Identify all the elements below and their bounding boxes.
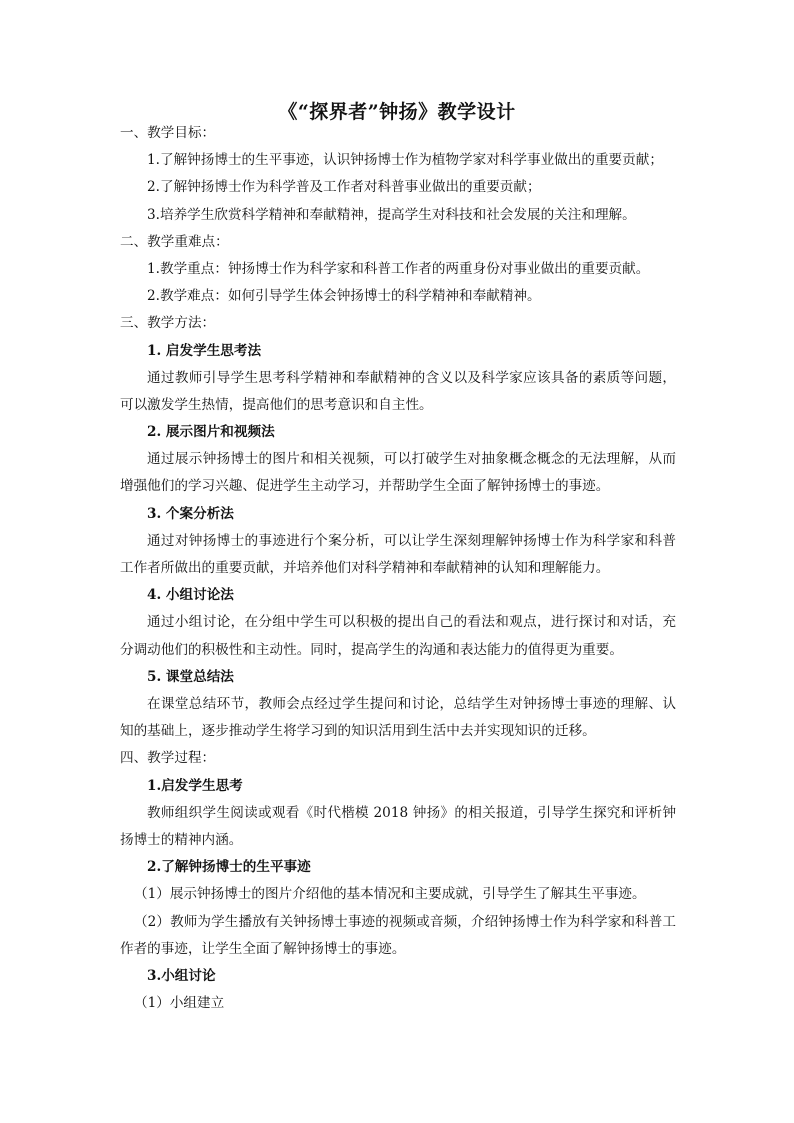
method-title: 5. 课堂总结法 <box>147 668 234 685</box>
method-title: 4. 小组讨论法 <box>147 587 234 604</box>
key-point-item: 2.教学难点：如何引导学生体会钟扬博士的科学精神和奉献精神。 <box>147 288 541 305</box>
document-title: 《“探界者”钟扬》教学设计 <box>278 101 516 123</box>
method-title: 3. 个案分析法 <box>147 505 234 522</box>
process-step-title: 2.了解钟扬博士的生平事迹 <box>147 859 311 876</box>
section-heading-objectives: 一、教学目标： <box>120 125 216 141</box>
section-heading-process: 四、教学过程： <box>120 750 216 767</box>
objective-item: 1.了解钟扬博士的生平事迹，认识钟扬博士作为植物学家对科学事业做出的重要贡献； <box>147 152 663 169</box>
method-paragraph: 通过小组讨论，在分组中学生可以积极的提出自己的看法和观点，进行探讨和对话，充分调动他们的积极性和主动性。同时，提高学生的沟通和表达能力的值得更为重要。 <box>120 614 676 658</box>
process-step-title: 1.启发学生思考 <box>147 777 243 794</box>
objective-item: 2.了解钟扬博士作为科学普及工作者对科普事业做出的重要贡献； <box>147 179 541 196</box>
section-heading-methods: 三、教学方法： <box>120 315 216 332</box>
method-paragraph: 在课堂总结环节，教师会点经过学生提问和讨论，总结学生对钟扬博士事迹的理解、认知的基础上，逐步推动学生将学习到的知识活用到生活中去并实现知识的迁移。 <box>120 696 676 740</box>
process-step-paragraph: 教师组织学生阅读或观看《时代楷模 2018 钟扬》的相关报道，引导学生探究和评析钟扬博士的精神内涵。 <box>120 804 676 849</box>
process-sub-item: （1）小组建立 <box>134 995 225 1012</box>
section-heading-key-points: 二、教学重难点： <box>120 233 229 250</box>
process-step-title: 3.小组讨论 <box>147 968 216 985</box>
document-body <box>120 120 676 1017</box>
key-point-item: 1.教学重点：钟扬博士作为科学家和科普工作者的两重身份对事业做出的重要贡献。 <box>147 260 650 277</box>
process-sub-item: （1）展示钟扬博士的图片介绍他的基本情况和主要成就，引导学生了解其生平事迹。 <box>134 886 646 903</box>
method-paragraph: 通过教师引导学生思考科学精神和奉献精神的含义以及科学家应该具备的素质等问题，可以激发学生热情，提高他们的思考意识和自主性。 <box>120 369 676 413</box>
method-paragraph: 通过展示钟扬博士的图片和相关视频，可以打破学生对抽象概念概念的无法理解，从而增强他们的学习兴趣、促进学生主动学习，并帮助学生全面了解钟扬博士的事迹。 <box>120 451 676 495</box>
method-title: 1. 启发学生思考法 <box>147 342 262 359</box>
method-paragraph: 通过对钟扬博士的事迹进行个案分析，可以让学生深刻理解钟扬博士作为科学家和科普工作者所做出的重要贡献，并培养他们对科学精神和奉献精神的认知和理解能力。 <box>120 532 676 577</box>
method-title: 2. 展示图片和视频法 <box>147 424 275 441</box>
objective-item: 3.培养学生欣赏科学精神和奉献精神，提高学生对科技和社会发展的关注和理解。 <box>147 206 636 223</box>
process-sub-paragraph: （2）教师为学生播放有关钟扬博士事迹的视频或音频，介绍钟扬博士作为科学家和科普工作者的事迹，让学生全面了解钟扬博士的事迹。 <box>120 913 676 957</box>
